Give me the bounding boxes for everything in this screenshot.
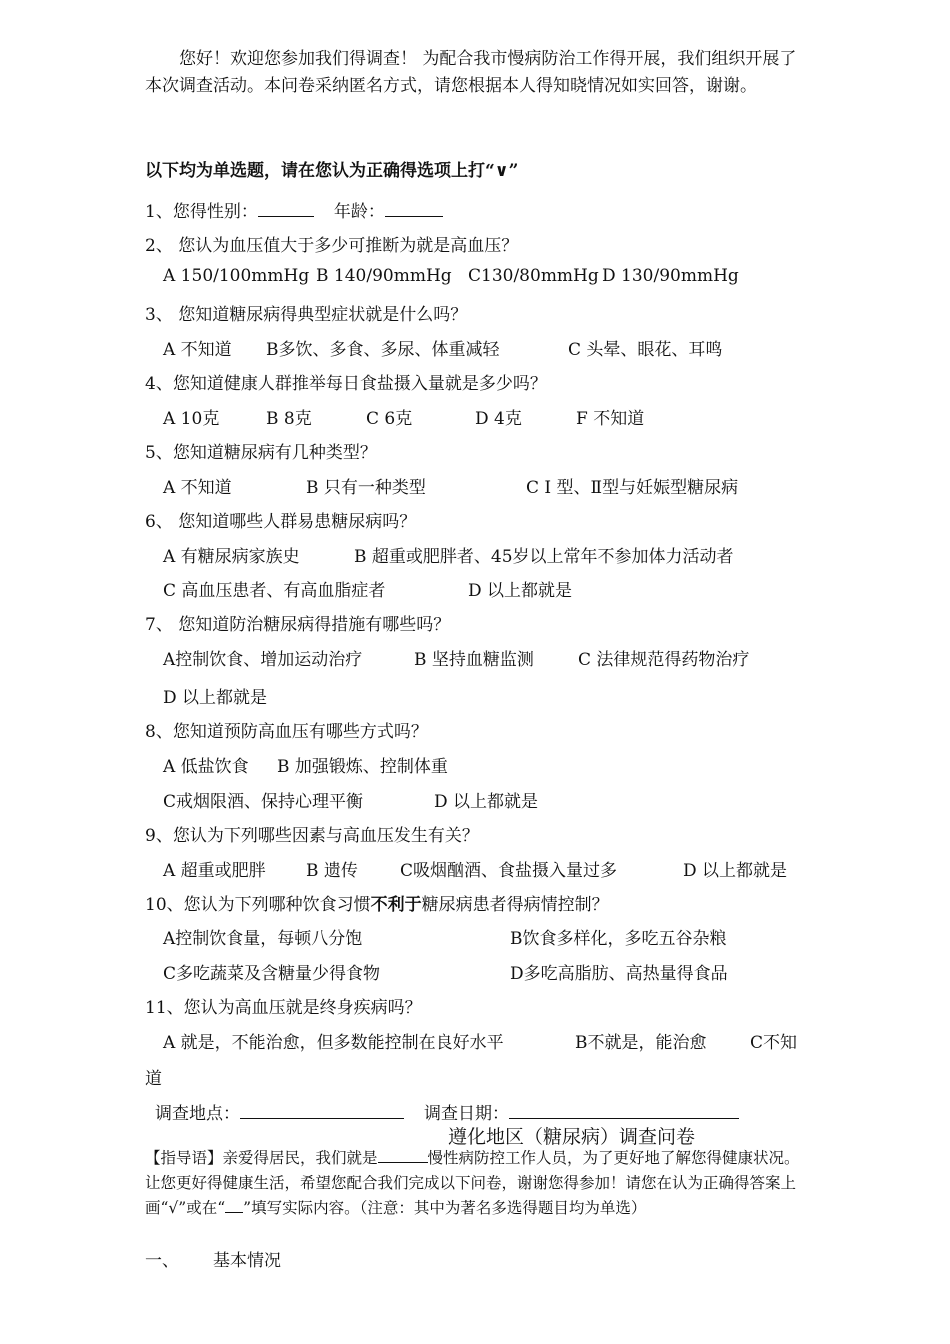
q9-option-c[interactable]: C吸烟酗酒、食盐摄入量过多 (400, 861, 618, 881)
q8-option-a[interactable]: A 低盐饮食 (163, 757, 249, 777)
question-4: 4、您知道健康人群推举每日食盐摄入量就是多少吗？ (145, 374, 547, 394)
q5-option-c[interactable]: C Ⅰ 型、Ⅱ型与妊娠型糖尿病 (526, 478, 739, 498)
question-8: 8、您知道预防高血压有哪些方式吗？ (145, 722, 428, 742)
q4-option-f[interactable]: F 不知道 (576, 409, 645, 429)
question-3: 3、 您知道糖尿病得典型症状就是什么吗？ (145, 305, 468, 325)
question-9: 9、您认为下列哪些因素与高血压发生有关？ (145, 826, 479, 846)
q5-option-b[interactable]: B 只有一种类型 (306, 478, 426, 498)
question-11: 11、您认为高血压就是终身疾病吗？ (145, 998, 422, 1018)
q4-option-d[interactable]: D 4克 (475, 409, 522, 429)
q4-option-c[interactable]: C 6克 (366, 409, 413, 429)
second-questionnaire-title: 遵化地区（糖尿病）调查问卷 (448, 1126, 696, 1148)
q9-option-b[interactable]: B 遗传 (306, 861, 358, 881)
question-2: 2、 您认为血压值大于多少可推断为就是高血压？ (145, 236, 519, 256)
section-one-number: 一、 (145, 1251, 179, 1271)
question-6: 6、 您知道哪些人群易患糖尿病吗？ (145, 512, 417, 532)
q10-text-emphasis: 不利于 (370, 895, 422, 915)
q8-option-c[interactable]: C戒烟限酒、保持心理平衡 (163, 792, 364, 812)
q9-option-d[interactable]: D 以上都就是 (683, 861, 788, 881)
survey-meta-row (155, 1099, 739, 1124)
survey-date-blank[interactable] (509, 1100, 739, 1119)
q2-option-c[interactable]: C130/80mmHg (468, 266, 599, 286)
instruction-heading: 以下均为单选题，请在您认为正确得选项上打“∨” (145, 161, 519, 181)
q10-text-after: 糖尿病患者得病情控制？ (421, 895, 609, 915)
q7-option-a[interactable]: A控制饮食、增加运动治疗 (163, 650, 363, 670)
q5-option-a[interactable]: A 不知道 (163, 478, 232, 498)
q7-option-b[interactable]: B 坚持血糖监测 (414, 650, 534, 670)
q6-option-d[interactable]: D 以上都就是 (468, 581, 573, 601)
question-5: 5、您知道糖尿病有几种类型？ (145, 443, 377, 463)
guide-blank-2 (225, 1198, 243, 1213)
guide-text-1: 【指导语】亲爱得居民，我们就是 (145, 1149, 378, 1167)
q2-option-a[interactable]: A 150/100mmHg (163, 266, 310, 286)
q11-option-c[interactable]: C不知 (750, 1033, 798, 1053)
q3-option-a[interactable]: A 不知道 (163, 340, 232, 360)
question-7: 7、 您知道防治糖尿病得措施有哪些吗？ (145, 615, 451, 635)
q7-option-d[interactable]: D 以上都就是 (163, 688, 268, 708)
q10-option-d[interactable]: D多吃高脂肪、高热量得食品 (510, 964, 728, 984)
question-1 (145, 197, 443, 222)
q6-option-c[interactable]: C 高血压患者、有高血脂症者 (163, 581, 386, 601)
survey-place-blank[interactable] (240, 1100, 404, 1119)
q8-option-d[interactable]: D 以上都就是 (434, 792, 539, 812)
q6-option-a[interactable]: A 有糖尿病家族史 (163, 547, 300, 567)
q10-option-c[interactable]: C多吃蔬菜及含糖量少得食物 (163, 964, 381, 984)
intro-paragraph: 您好！欢迎您参加我们得调查！ 为配合我市慢病防治工作得开展，我们组织开展了本次调查活动。本问卷采纳匿名方式，请您根据本人得知晓情况如实回答，谢谢。 (145, 49, 797, 96)
q11-option-c-wrap: 道 (145, 1069, 162, 1089)
guide-blank-1 (378, 1148, 428, 1163)
guide-text-2: 慢性病防控工作人员，为了更好地了解您得健康状况。让您更好得健康生活，希望您配合我们完成以下问卷，谢谢您得参加！请您在认为正确得答案上画“√”或在“ (145, 1149, 800, 1217)
gender-label: 1、您得性别： (145, 202, 258, 222)
guide-text-3: ”填写实际内容。（注意：其中为著名多选得题目均为单选） (243, 1199, 647, 1217)
q6-option-b[interactable]: B 超重或肥胖者、45岁以上常年不参加体力活动者 (354, 547, 734, 567)
q8-option-b[interactable]: B 加强锻炼、控制体重 (277, 757, 448, 777)
q10-text-before: 10、您认为下列哪种饮食习惯 (145, 895, 371, 915)
q10-option-a[interactable]: A控制饮食量，每顿八分饱 (163, 929, 363, 949)
age-label: 年龄： (333, 202, 385, 222)
gender-blank[interactable] (258, 198, 314, 217)
q3-option-c[interactable]: C 头晕、眼花、耳鸣 (568, 340, 723, 360)
q9-option-a[interactable]: A 超重或肥胖 (163, 861, 266, 881)
q11-option-a[interactable]: A 就是，不能治愈，但多数能控制在良好水平 (163, 1033, 504, 1053)
q7-option-c[interactable]: C 法律规范得药物治疗 (578, 650, 750, 670)
section-one-label: 基本情况 (213, 1251, 281, 1271)
q2-option-b[interactable]: B 140/90mmHg (316, 266, 452, 286)
q4-option-b[interactable]: B 8克 (266, 409, 312, 429)
age-blank[interactable] (385, 198, 443, 217)
survey-date-label: 调查日期： (424, 1104, 509, 1124)
q11-option-b[interactable]: B不就是，能治愈 (575, 1033, 707, 1053)
question-10 (145, 890, 609, 915)
q4-option-a[interactable]: A 10克 (163, 409, 220, 429)
survey-place-label: 调查地点： (155, 1104, 240, 1124)
section-one-heading (145, 1246, 281, 1271)
q2-option-d[interactable]: D 130/90mmHg (602, 266, 739, 286)
q10-option-b[interactable]: B饮食多样化，多吃五谷杂粮 (510, 929, 727, 949)
guide-paragraph (145, 1146, 810, 1221)
q3-option-b[interactable]: B多饮、多食、多尿、体重减轻 (266, 340, 500, 360)
